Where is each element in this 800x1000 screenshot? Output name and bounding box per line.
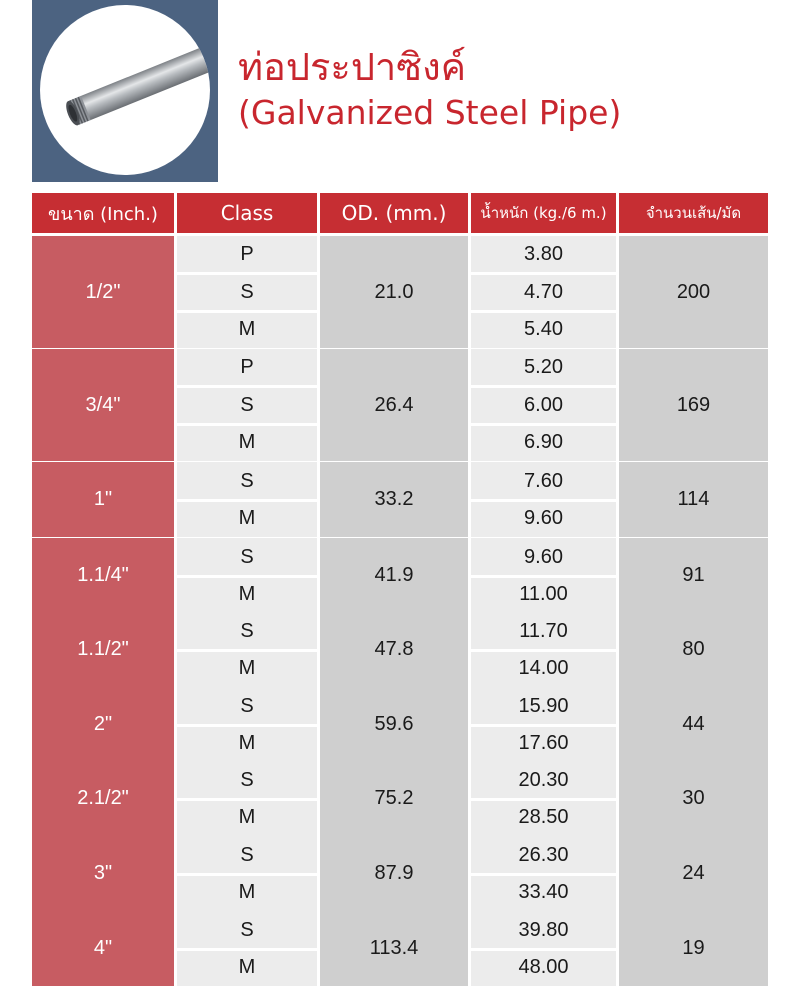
pipe-photo [40,5,210,175]
row-divider [177,724,317,727]
row-divider [471,798,616,801]
weight-cell: 39.80 [471,911,616,949]
spec-table [32,193,768,986]
row-divider [177,948,317,951]
size-cell: 3" [32,836,174,911]
od-cell: 26.4 [320,349,468,461]
header-od: OD. (mm.) [320,193,468,233]
od-cell: 75.2 [320,761,468,836]
header-bundle: จำนวนเส้น/มัด [619,193,768,233]
od-cell: 21.0 [320,236,468,348]
row-divider [471,272,616,275]
header-size: ขนาด (Inch.) [32,193,174,233]
size-cell: 2.1/2" [32,761,174,836]
size-cell: 4" [32,911,174,986]
class-cell: M [177,725,317,762]
row-divider [177,575,317,578]
header-class: Class [177,193,317,233]
weight-cell: 33.40 [471,874,616,911]
row-divider [471,385,616,388]
class-cell: P [177,236,317,273]
weight-cell: 14.00 [471,650,616,687]
size-cell: 1.1/2" [32,612,174,687]
bundle-cell: 30 [619,761,768,836]
weight-cell: 20.30 [471,761,616,799]
bundle-cell: 200 [619,236,768,348]
bundle-cell: 19 [619,911,768,986]
bundle-cell: 44 [619,687,768,762]
row-divider [471,499,616,502]
weight-cell: 7.60 [471,462,616,500]
od-cell: 47.8 [320,612,468,687]
class-cell: M [177,650,317,687]
bundle-cell: 80 [619,612,768,687]
class-cell: S [177,836,317,874]
weight-cell: 28.50 [471,799,616,836]
weight-cell: 17.60 [471,725,616,762]
row-divider [471,948,616,951]
row-divider [177,499,317,502]
row-divider [177,649,317,652]
od-cell: 113.4 [320,911,468,986]
weight-cell: 26.30 [471,836,616,874]
weight-cell: 5.40 [471,311,616,348]
title-english: (Galvanized Steel Pipe) [238,93,622,132]
row-divider [471,423,616,426]
weight-cell: 9.60 [471,500,616,537]
weight-cell: 11.00 [471,576,616,613]
weight-cell: 5.20 [471,349,616,386]
od-cell: 87.9 [320,836,468,911]
class-cell: M [177,874,317,911]
product-photo-panel [32,0,218,182]
od-cell: 33.2 [320,462,468,537]
class-cell: S [177,386,317,424]
row-divider [177,423,317,426]
title-thai: ท่อประปาซิงค์ [238,45,467,89]
class-cell: S [177,687,317,725]
class-cell: M [177,799,317,836]
weight-cell: 48.00 [471,949,616,986]
row-divider [471,724,616,727]
weight-cell: 6.00 [471,386,616,424]
size-cell: 1/2" [32,236,174,348]
row-divider [177,798,317,801]
class-cell: S [177,911,317,949]
weight-cell: 3.80 [471,236,616,273]
class-cell: M [177,311,317,348]
row-divider [471,873,616,876]
size-cell: 2" [32,687,174,762]
row-divider [177,385,317,388]
weight-cell: 6.90 [471,424,616,461]
header-weight: น้ำหนัก (kg./6 m.) [471,193,616,233]
class-cell: P [177,349,317,386]
bundle-cell: 91 [619,538,768,613]
size-cell: 1.1/4" [32,538,174,613]
class-cell: S [177,462,317,500]
row-divider [471,575,616,578]
bundle-cell: 114 [619,462,768,537]
class-cell: S [177,761,317,799]
bundle-cell: 169 [619,349,768,461]
row-divider [177,272,317,275]
class-cell: M [177,576,317,613]
class-cell: M [177,949,317,986]
class-cell: S [177,538,317,576]
row-divider [471,310,616,313]
weight-cell: 15.90 [471,687,616,725]
bundle-cell: 24 [619,836,768,911]
row-divider [177,310,317,313]
weight-cell: 9.60 [471,538,616,576]
class-cell: S [177,612,317,650]
class-cell: S [177,273,317,311]
od-cell: 59.6 [320,687,468,762]
size-cell: 3/4" [32,349,174,461]
weight-cell: 11.70 [471,612,616,650]
weight-cell: 4.70 [471,273,616,311]
od-cell: 41.9 [320,538,468,613]
row-divider [471,649,616,652]
class-cell: M [177,500,317,537]
row-divider [177,873,317,876]
class-cell: M [177,424,317,461]
size-cell: 1" [32,462,174,537]
